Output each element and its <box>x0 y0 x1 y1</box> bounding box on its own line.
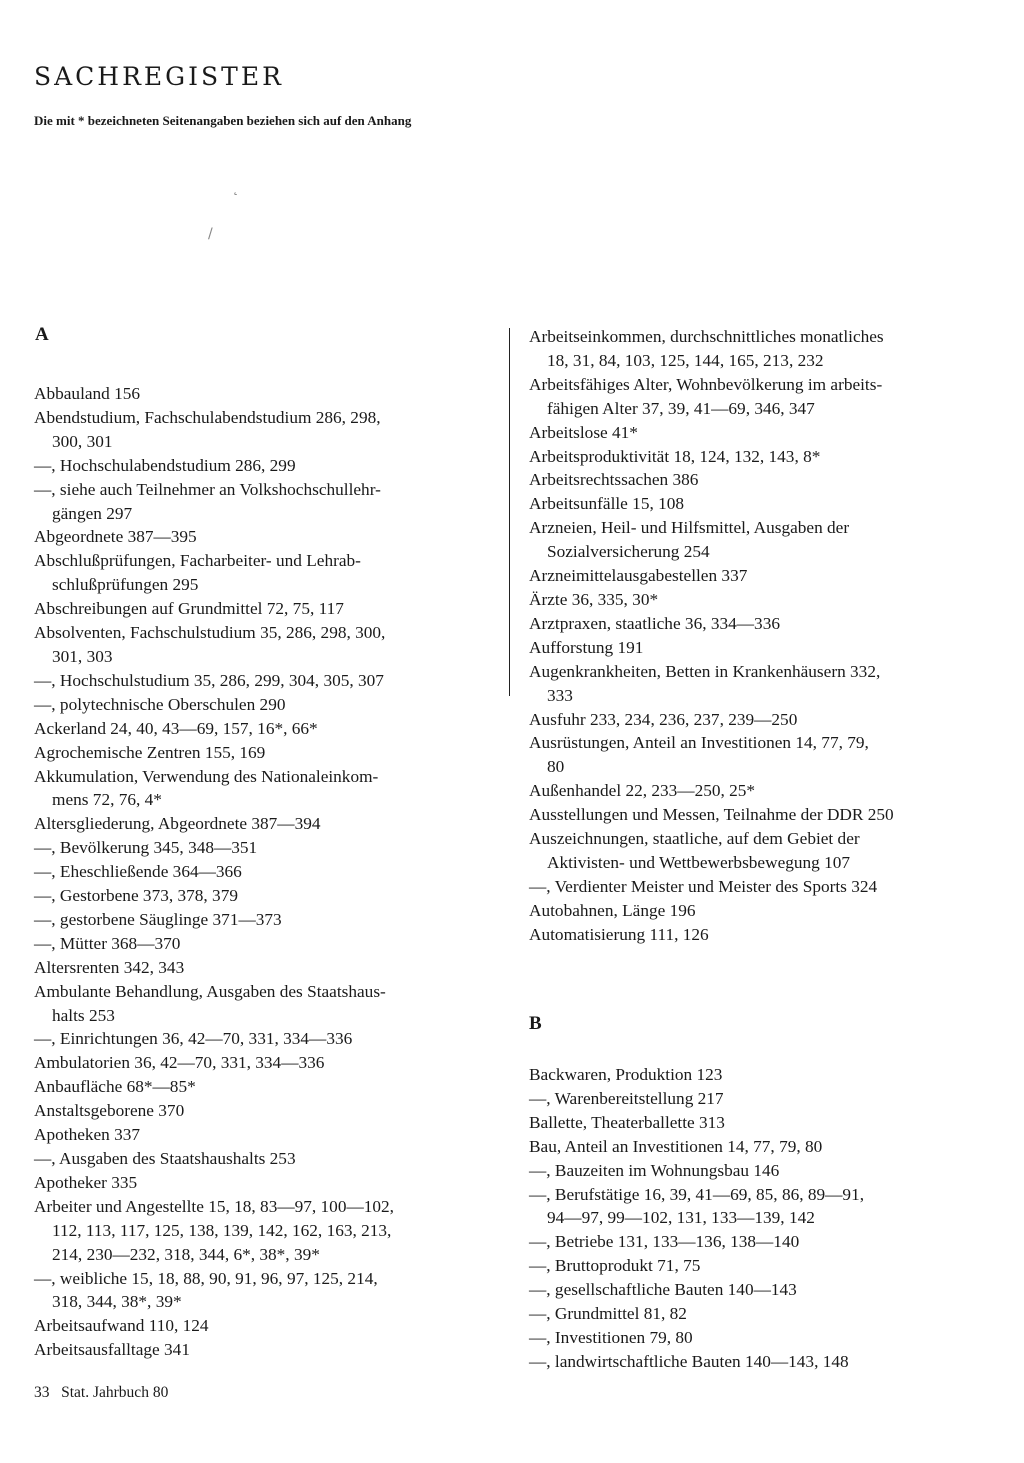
index-entry-continuation: 318, 344, 38*, 39* <box>52 1292 182 1312</box>
page-subtitle: Die mit * bezeichneten Seitenangaben beziehen sich auf den Anhang <box>34 113 412 128</box>
index-entry-line: Arbeitseinkommen, durchschnittliches monatliches <box>529 327 884 346</box>
column-divider <box>509 328 510 696</box>
index-entry-line: —, weibliche 15, 18, 88, 90, 91, 96, 97, 125, 214, <box>34 1268 378 1288</box>
index-entry <box>529 1254 864 1278</box>
index-entry <box>34 1123 394 1147</box>
index-entry-line: —, Verdienter Meister und Meister des Sports 324 <box>529 876 878 896</box>
index-entry-line: —, Betriebe 131, 133—136, 138—140 <box>529 1232 800 1252</box>
index-entry-continuation: 300, 301 <box>52 431 113 451</box>
index-entry-line: Abschreibungen auf Grundmittel 72, 75, 117 <box>34 599 344 619</box>
index-entry <box>34 1338 394 1362</box>
index-entry-line: —, Ausgaben des Staatshaushalts 253 <box>34 1149 296 1168</box>
index-entry <box>529 325 894 373</box>
index-entry <box>529 468 894 492</box>
index-entry <box>34 1075 394 1099</box>
index-entry <box>34 1267 394 1315</box>
index-entry-line: Arbeitsausfalltage 341 <box>34 1340 190 1360</box>
index-entry <box>34 525 394 549</box>
index-entry-continuation: 301, 303 <box>52 646 113 666</box>
index-entry-line: Ambulatorien 36, 42—70, 331, 334—336 <box>34 1053 325 1073</box>
index-entry <box>34 406 394 454</box>
index-entry-line: —, Investitionen 79, 80 <box>529 1327 693 1347</box>
index-entry-line: —, Hochschulabendstudium 286, 299 <box>34 455 296 475</box>
index-entry-line: Außenhandel 22, 233—250, 25* <box>529 781 756 801</box>
index-entry <box>529 660 894 708</box>
index-entry <box>529 421 894 445</box>
index-entries-b <box>529 1063 864 1374</box>
index-entry-continuation: 112, 113, 117, 125, 138, 139, 142, 162, 163, 213, <box>52 1220 392 1240</box>
index-entry-line: Abbauland 156 <box>34 384 141 403</box>
page-title: SACHREGISTER <box>34 62 284 91</box>
index-entry-line: —, Bruttoprodukt 71, 75 <box>529 1256 701 1276</box>
index-entry-continuation: 80 <box>547 757 565 777</box>
index-entry-continuation: fähigen Alter 37, 39, 41—69, 346, 347 <box>547 398 815 418</box>
index-entry <box>529 827 894 875</box>
index-entry-line: —, gestorbene Säuglinge 371—373 <box>34 909 282 929</box>
index-entry-line: Arzneimittelausgabestellen 337 <box>529 566 748 586</box>
index-entry-line: Aufforstung 191 <box>529 637 644 657</box>
index-entry-line: Ausfuhr 233, 234, 236, 237, 239—250 <box>529 709 798 729</box>
index-entry <box>529 708 894 732</box>
index-entry-line: —, gesellschaftliche Bauten 140—143 <box>529 1280 797 1300</box>
index-entry-line: —, Bevölkerung 345, 348—351 <box>34 838 258 858</box>
index-entry-line: Altersrenten 342, 343 <box>34 957 185 977</box>
index-entry-line: —, Hochschulstudium 35, 286, 299, 304, 305, 307 <box>34 670 384 690</box>
index-entry <box>34 549 394 597</box>
index-entry-line: Automatisierung 111, 126 <box>529 924 709 944</box>
index-entry-line: Ackerland 24, 40, 43—69, 157, 16*, 66* <box>34 718 318 738</box>
index-entry-line: Ambulante Behandlung, Ausgaben des Staatshaus- <box>34 981 386 1001</box>
index-entry-line: Arbeitsunfälle 15, 108 <box>529 494 685 514</box>
index-entry-line: Arbeitslose 41* <box>529 422 638 442</box>
index-entry-line: Ausstellungen und Messen, Teilnahme der DDR 250 <box>529 805 894 825</box>
index-entry <box>529 636 894 660</box>
index-entry-line: Auszeichnungen, staatliche, auf dem Gebiet der <box>529 829 860 849</box>
index-entry <box>529 731 894 779</box>
index-entry <box>529 516 894 564</box>
index-entry <box>529 1350 864 1374</box>
index-entry <box>34 836 394 860</box>
index-entry-line: Ausrüstungen, Anteil an Investitionen 14, 77, 79, <box>529 733 869 753</box>
index-entry-line: —, siehe auch Teilnehmer an Volkshochschullehr- <box>34 479 381 499</box>
index-entry-line: Agrochemische Zentren 155, 169 <box>34 742 266 762</box>
index-entry <box>529 1063 864 1087</box>
page-footer <box>34 1384 168 1402</box>
index-entry-line: —, Warenbereitstellung 217 <box>529 1088 724 1108</box>
index-entry-line: Arztpraxen, staatliche 36, 334—336 <box>529 613 780 633</box>
index-entry <box>34 1051 394 1075</box>
index-entry-continuation: mens 72, 76, 4* <box>52 790 162 810</box>
index-entry <box>34 621 394 669</box>
index-entry-line: Apotheken 337 <box>34 1125 141 1145</box>
index-entry-line: Absolventen, Fachschulstudium 35, 286, 298, 300, <box>34 623 386 643</box>
scan-speck: ˛ <box>232 180 239 196</box>
index-entry-line: Anstaltsgeborene 370 <box>34 1101 185 1121</box>
index-entry <box>34 1195 394 1267</box>
index-entry-line: Akkumulation, Verwendung des Nationaleinkom- <box>34 766 379 786</box>
index-entry-line: Autobahnen, Länge 196 <box>529 900 696 920</box>
index-entry-line: —, Berufstätige 16, 39, 41—69, 85, 86, 89—91, <box>529 1184 865 1204</box>
index-entry-continuation: halts 253 <box>52 1005 115 1025</box>
index-entry <box>34 932 394 956</box>
index-entry <box>529 1111 864 1135</box>
index-entry-line: Abgeordnete 387—395 <box>34 527 197 547</box>
index-entry-line: Arbeitsproduktivität 18, 124, 132, 143, 8* <box>529 446 821 466</box>
index-entry-line: Backwaren, Produktion 123 <box>529 1065 723 1084</box>
index-entry-continuation: Sozialversicherung 254 <box>547 542 710 562</box>
index-entry <box>34 884 394 908</box>
index-entry-continuation: gängen 297 <box>52 503 133 523</box>
index-entry <box>34 812 394 836</box>
footer-source: Stat. Jahrbuch 80 <box>61 1384 169 1401</box>
index-entry-continuation: 214, 230—232, 318, 344, 6*, 38*, 39* <box>52 1244 320 1264</box>
index-entry <box>529 1135 864 1159</box>
index-entry <box>34 717 394 741</box>
index-entry-continuation: schlußprüfungen 295 <box>52 575 199 595</box>
index-entry <box>34 741 394 765</box>
index-entry-line: —, Grundmittel 81, 82 <box>529 1304 687 1324</box>
index-entry-line: Ärzte 36, 335, 30* <box>529 589 659 609</box>
index-entry-line: —, Bauzeiten im Wohnungsbau 146 <box>529 1160 780 1180</box>
index-entry-line: Arbeitsfähiges Alter, Wohnbevölkerung im arbeits- <box>529 374 883 394</box>
index-entry <box>529 1230 864 1254</box>
index-entry <box>529 1159 864 1183</box>
index-entry-line: —, polytechnische Oberschulen 290 <box>34 694 286 714</box>
index-entry <box>34 693 394 717</box>
scan-speck: / <box>208 226 213 242</box>
section-letter-b: B <box>529 1013 542 1034</box>
index-entry <box>529 1326 864 1350</box>
index-entry-line: Apotheker 335 <box>34 1172 138 1192</box>
page-number: 33 <box>34 1384 50 1401</box>
index-entry-line: Arbeitsaufwand 110, 124 <box>34 1316 209 1336</box>
index-entry-line: —, Gestorbene 373, 378, 379 <box>34 886 238 906</box>
index-entry-continuation: 333 <box>547 685 573 705</box>
section-letter-a: A <box>35 324 49 345</box>
index-entry-line: —, Eheschließende 364—366 <box>34 862 242 882</box>
index-entry <box>529 779 894 803</box>
index-entry <box>34 1147 394 1171</box>
index-entry <box>529 1302 864 1326</box>
index-entry <box>34 382 394 406</box>
index-entry <box>34 908 394 932</box>
index-entry <box>34 1171 394 1195</box>
index-entries-a-continued <box>529 325 894 947</box>
index-entry <box>34 1314 394 1338</box>
index-entry <box>529 373 894 421</box>
index-entry <box>34 454 394 478</box>
index-entry <box>529 923 894 947</box>
index-entry-line: Altersgliederung, Abgeordnete 387—394 <box>34 814 321 834</box>
index-entry-line: —, landwirtschaftliche Bauten 140—143, 148 <box>529 1351 849 1371</box>
index-entry-line: —, Einrichtungen 36, 42—70, 331, 334—336 <box>34 1029 353 1049</box>
index-entry <box>34 956 394 980</box>
index-entry-line: Anbaufläche 68*—85* <box>34 1077 196 1097</box>
index-entries-a <box>34 382 394 1362</box>
index-entry <box>34 765 394 813</box>
index-entry-continuation: 94—97, 99—102, 131, 133—139, 142 <box>547 1208 815 1228</box>
index-entry-line: Abendstudium, Fachschulabendstudium 286, 298, <box>34 407 381 427</box>
index-entry <box>34 478 394 526</box>
index-entry <box>529 1087 864 1111</box>
index-entry <box>34 980 394 1028</box>
index-entry <box>529 875 894 899</box>
index-entry-continuation: 18, 31, 84, 103, 125, 144, 165, 213, 232 <box>547 350 824 370</box>
index-entry <box>529 803 894 827</box>
index-entry-line: Bau, Anteil an Investitionen 14, 77, 79, 80 <box>529 1136 823 1156</box>
index-entry-line: Arbeiter und Angestellte 15, 18, 83—97, 100—102, <box>34 1196 394 1216</box>
index-entry <box>34 1099 394 1123</box>
index-entry <box>529 564 894 588</box>
index-entry <box>34 1027 394 1051</box>
index-entry-line: Arbeitsrechtssachen 386 <box>529 470 699 490</box>
index-entry-line: Arzneien, Heil- und Hilfsmittel, Ausgaben der <box>529 518 850 538</box>
index-entry-line: Ballette, Theaterballette 313 <box>529 1112 725 1132</box>
index-entry <box>529 445 894 469</box>
index-entry-continuation: Aktivisten- und Wettbewerbsbewegung 107 <box>547 852 851 872</box>
index-entry <box>529 1183 864 1231</box>
index-entry <box>529 1278 864 1302</box>
index-entry <box>34 860 394 884</box>
index-entry <box>529 492 894 516</box>
index-entry-line: Abschlußprüfungen, Facharbeiter- und Lehrab- <box>34 551 361 571</box>
index-entry <box>529 588 894 612</box>
index-entry <box>529 612 894 636</box>
index-entry <box>529 899 894 923</box>
index-entry <box>34 597 394 621</box>
index-entry-line: —, Mütter 368—370 <box>34 933 181 953</box>
index-entry-line: Augenkrankheiten, Betten in Krankenhäusern 332, <box>529 661 881 681</box>
index-entry <box>34 669 394 693</box>
